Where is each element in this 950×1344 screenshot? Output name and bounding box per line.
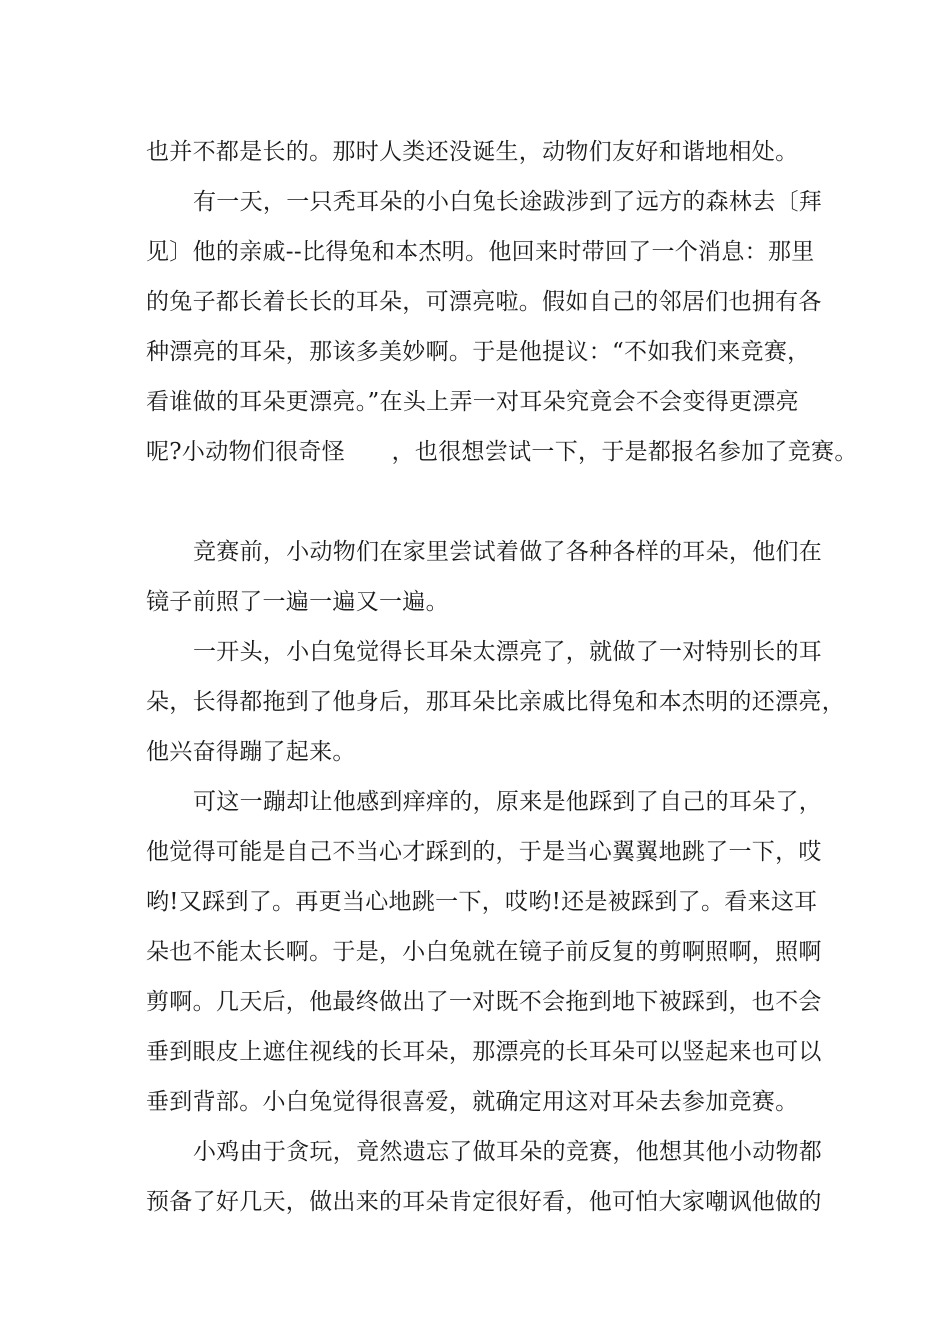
text-line-18: 垂到眼皮上遮住视线的长耳朵，那漂亮的长耳朵可以竖起来也可以 <box>146 1039 822 1065</box>
text-line-5: 种漂亮的耳朵，那该多美妙啊。于是他提议：“不如我们来竞赛， <box>146 339 811 365</box>
text-line-10: 一开头，小白兔觉得长耳朵太漂亮了，就做了一对特别长的耳 <box>193 639 823 665</box>
text-line-1: 也并不都是长的。那时人类还没诞生，动物们友好和谐地相处。 <box>146 139 799 165</box>
text-line-17: 剪啊。几天后，他最终做出了一对既不会拖到地下被踩到，也不会 <box>146 989 822 1015</box>
text-line-20: 小鸡由于贪玩，竟然遗忘了做耳朵的竞赛，他想其他小动物都 <box>193 1139 823 1165</box>
text-line-21: 预备了好几天，做出来的耳朵肯定很好看，他可怕大家嘲讽他做的 <box>146 1189 822 1215</box>
text-line-19: 垂到背部。小白兔觉得很喜爱，就确定用这对耳朵去参加竞赛。 <box>146 1089 799 1115</box>
text-line-15: 哟!又踩到了。再更当心地跳一下，哎哟!还是被踩到了。看来这耳 <box>146 889 818 915</box>
text-line-6: 看谁做的耳朵更漂亮。”在头上弄一对耳朵究竟会不会变得更漂亮 <box>146 389 799 415</box>
text-line-7: 呢?小动物们很奇怪 ，也很想尝试一下，于是都报名参加了竞赛。 <box>146 439 858 465</box>
text-line-11: 朵，长得都拖到了他身后，那耳朵比亲戚比得兔和本杰明的还漂亮， <box>146 689 845 715</box>
text-line-12: 他兴奋得蹦了起来。 <box>146 739 356 765</box>
text-line-3: 见〕他的亲戚--比得兔和本杰明。他回来时带回了一个消息：那里 <box>146 239 815 265</box>
text-line-13: 可这一蹦却让他感到痒痒的，原来是他踩到了自己的耳朵了， <box>193 789 823 815</box>
text-line-9: 镜子前照了一遍一遍又一遍。 <box>146 589 449 615</box>
text-line-16: 朵也不能太长啊。于是，小白兔就在镜子前反复的剪啊照啊，照啊 <box>146 939 822 965</box>
text-line-2: 有一天，一只秃耳朵的小白兔长途跋涉到了远方的森林去〔拜 <box>193 189 823 215</box>
text-line-14: 他觉得可能是自己不当心才踩到的，于是当心翼翼地跳了一下，哎 <box>146 839 822 865</box>
text-line-4: 的兔子都长着长长的耳朵，可漂亮啦。假如自己的邻居们也拥有各 <box>146 289 822 315</box>
text-line-8: 竞赛前，小动物们在家里尝试着做了各种各样的耳朵，他们在 <box>193 539 823 565</box>
